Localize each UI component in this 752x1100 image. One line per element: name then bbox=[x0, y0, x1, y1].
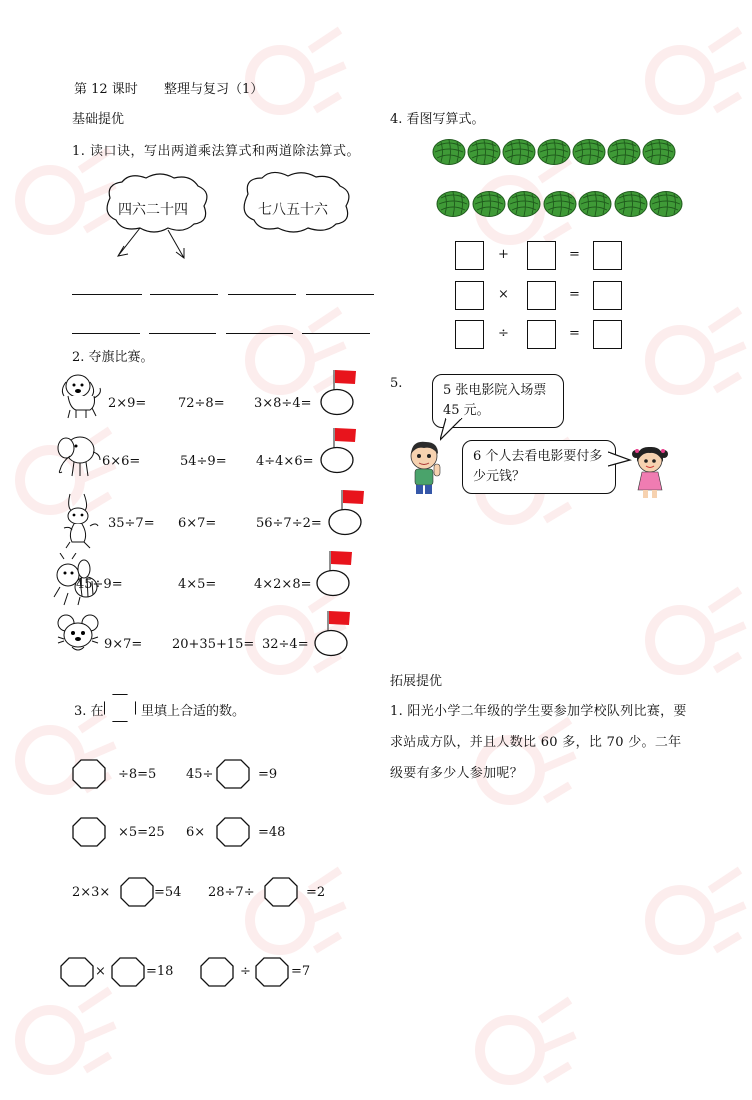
q2-prompt: 2. 夺旗比赛。 bbox=[72, 350, 154, 365]
watermark-logo bbox=[10, 980, 120, 1090]
answer-line bbox=[226, 333, 293, 334]
watermelon-icon bbox=[537, 138, 571, 166]
answer-line bbox=[228, 294, 296, 295]
equals-sign: = bbox=[569, 247, 580, 262]
answer-blank[interactable] bbox=[60, 957, 94, 987]
answer-blank[interactable] bbox=[72, 817, 106, 847]
answer-line bbox=[302, 333, 370, 334]
watermelon-icon bbox=[649, 190, 683, 218]
flag-race-expression: 32÷4= bbox=[262, 637, 309, 652]
equals-sign: = bbox=[569, 287, 580, 302]
q3-prompt-before: 3. 在 bbox=[74, 704, 104, 719]
puppy-icon bbox=[56, 372, 104, 430]
lesson-number: 第 12 课时 bbox=[74, 82, 138, 97]
mouse-icon bbox=[56, 613, 104, 671]
watermelon-icon bbox=[507, 190, 541, 218]
watermelon-icon bbox=[607, 138, 641, 166]
q3-op: ÷ bbox=[240, 964, 251, 979]
q3-expression: 28÷7÷ bbox=[208, 885, 255, 900]
speech-bubble-question: 6 个人去看电影要付多少元钱？ bbox=[462, 440, 616, 494]
q3-expression: =9 bbox=[258, 767, 278, 782]
watermelon-icon bbox=[614, 190, 648, 218]
watermelon-icon bbox=[572, 138, 606, 166]
flag-race-expression: 4×5= bbox=[178, 577, 217, 592]
flag-race-expression: 72÷8= bbox=[178, 396, 225, 411]
girl-icon bbox=[628, 444, 672, 500]
answer-blank[interactable] bbox=[216, 759, 250, 789]
q3-expression: 2×3× bbox=[72, 885, 111, 900]
answer-blank[interactable] bbox=[120, 877, 154, 907]
answer-blank[interactable] bbox=[72, 759, 106, 789]
answer-circle[interactable] bbox=[314, 629, 350, 659]
flag-race-expression: 3×8÷4= bbox=[254, 396, 312, 411]
q3-expression: ÷8=5 bbox=[118, 767, 157, 782]
watermark-logo bbox=[640, 20, 750, 130]
flag-race-expression: 20+35+15= bbox=[172, 637, 255, 652]
q3-prompt-after: 里填上合适的数。 bbox=[141, 704, 246, 719]
watermark-logo bbox=[640, 860, 750, 970]
q1-prompt: 1. 读口诀，写出两道乘法算式和两道除法算式。 bbox=[72, 144, 361, 159]
watermelon-icon bbox=[467, 138, 501, 166]
section-heading-basic: 基础提优 bbox=[72, 112, 125, 127]
answer-blank[interactable] bbox=[200, 957, 234, 987]
flag-race-expression: 6×7= bbox=[178, 516, 217, 531]
answer-blank[interactable] bbox=[111, 957, 145, 987]
answer-box[interactable] bbox=[527, 281, 556, 310]
extend-question-1: 1. 阳光小学二年级的学生要参加学校队列比赛，要求站成方队，并且人数比 60 多，比 70 少。二年级要有多少人参加呢？ bbox=[390, 704, 687, 781]
answer-box[interactable] bbox=[455, 241, 484, 270]
q3-op: × bbox=[95, 964, 106, 979]
equals-sign: = bbox=[569, 326, 580, 341]
answer-circle[interactable] bbox=[320, 446, 356, 476]
q3-expression: =54 bbox=[154, 885, 182, 900]
answer-box[interactable] bbox=[593, 281, 622, 310]
rabbit-icon bbox=[56, 492, 104, 550]
answer-line bbox=[72, 333, 140, 334]
answer-box[interactable] bbox=[527, 241, 556, 270]
watermark-logo bbox=[640, 580, 750, 690]
q3-result: =18 bbox=[146, 964, 174, 979]
watermark-logo bbox=[640, 300, 750, 410]
flag-race-expression: 4÷4×6= bbox=[256, 454, 314, 469]
q3-expression: =2 bbox=[306, 885, 326, 900]
answer-circle[interactable] bbox=[320, 388, 356, 418]
bubble-tail bbox=[440, 418, 470, 442]
watermelon-icon bbox=[432, 138, 466, 166]
watermelon-icon bbox=[578, 190, 612, 218]
flag-race-expression: 35÷7= bbox=[108, 516, 155, 531]
watermark-logo bbox=[240, 20, 350, 130]
operator-2: ÷ bbox=[498, 326, 509, 341]
answer-line bbox=[149, 333, 216, 334]
operator-1: × bbox=[498, 287, 509, 302]
cloud-right-text: 七八五十六 bbox=[258, 202, 328, 218]
q3-expression: 45÷ bbox=[186, 767, 214, 782]
watermelon-icon bbox=[543, 190, 577, 218]
watermelon-icon bbox=[436, 190, 470, 218]
watermelon-icon bbox=[502, 138, 536, 166]
boy-icon bbox=[404, 440, 448, 496]
flag-race-expression: 45÷9= bbox=[76, 577, 123, 592]
answer-circle[interactable] bbox=[316, 569, 352, 599]
answer-box[interactable] bbox=[593, 320, 622, 349]
q3-expression: ×5=25 bbox=[118, 825, 165, 840]
answer-box[interactable] bbox=[455, 320, 484, 349]
flag-race-expression: 4×2×8= bbox=[254, 577, 312, 592]
flag-race-expression: 9×7= bbox=[104, 637, 143, 652]
speech-bubble-price: 5 张电影院入场票 45 元。 bbox=[432, 374, 564, 428]
watermelon-icon bbox=[472, 190, 506, 218]
q3-result: =7 bbox=[291, 964, 311, 979]
flag-race-expression: 6×6= bbox=[102, 454, 141, 469]
q4-prompt: 4. 看图写算式。 bbox=[390, 112, 485, 127]
answer-box[interactable] bbox=[527, 320, 556, 349]
octagon-icon bbox=[104, 694, 136, 722]
answer-blank[interactable] bbox=[264, 877, 298, 907]
elephant-icon bbox=[56, 430, 104, 488]
answer-blank[interactable] bbox=[216, 817, 250, 847]
flag-race-expression: 56÷7÷2= bbox=[256, 516, 322, 531]
answer-line bbox=[72, 294, 142, 295]
watermark-logo bbox=[470, 990, 580, 1100]
answer-box[interactable] bbox=[593, 241, 622, 270]
answer-box[interactable] bbox=[455, 281, 484, 310]
q3-expression: 6× bbox=[186, 825, 206, 840]
q3-expression: =48 bbox=[258, 825, 286, 840]
q5-number: 5. bbox=[390, 376, 403, 391]
answer-line bbox=[150, 294, 218, 295]
answer-circle[interactable] bbox=[328, 508, 364, 538]
section-heading-extend: 拓展提优 bbox=[390, 674, 443, 689]
answer-line bbox=[306, 294, 374, 295]
answer-blank[interactable] bbox=[255, 957, 289, 987]
flag-race-expression: 54÷9= bbox=[180, 454, 227, 469]
cloud-left-text: 四六二十四 bbox=[118, 202, 188, 218]
watermelon-icon bbox=[642, 138, 676, 166]
operator-0: + bbox=[498, 247, 509, 262]
page-title: 整理与复习（1） bbox=[164, 82, 264, 97]
flag-race-expression: 2×9= bbox=[108, 396, 147, 411]
